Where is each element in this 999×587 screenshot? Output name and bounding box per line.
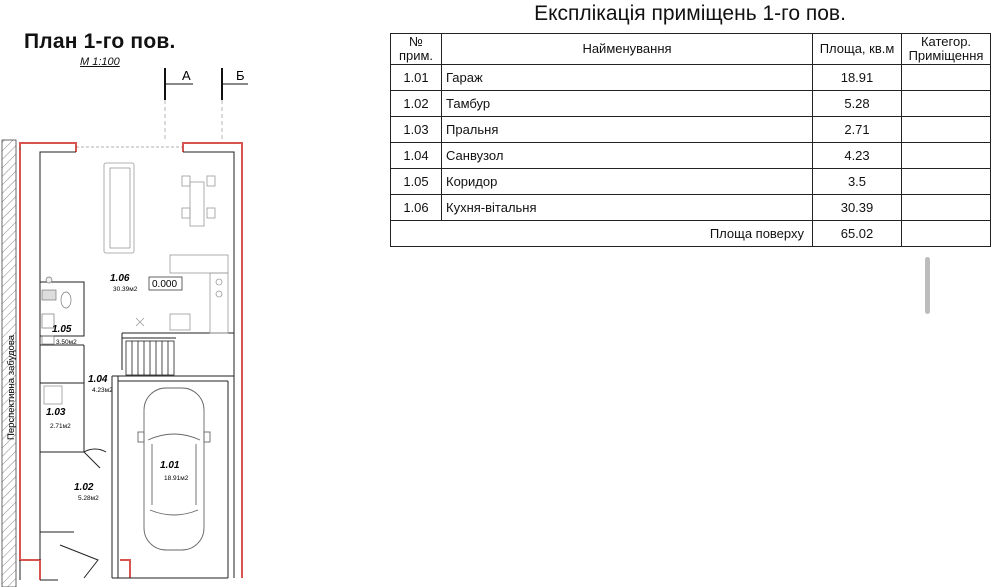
row-name: Санвузол	[442, 143, 813, 169]
room-area-1-04: 4.23м2	[92, 387, 113, 394]
table-row	[391, 91, 991, 117]
table-total-row	[391, 221, 991, 247]
sofa	[104, 163, 134, 253]
table-row	[391, 117, 991, 143]
plan-scale: М 1:100	[80, 56, 120, 68]
section-a-label: А	[182, 68, 191, 83]
row-num: 1.06	[391, 195, 442, 221]
staircase	[126, 341, 174, 375]
row-num: 1.01	[391, 65, 442, 91]
table-row	[391, 65, 991, 91]
row-category	[902, 169, 991, 195]
header-area: Площа, кв.м	[813, 34, 902, 65]
plan-title: План 1-го пов.	[24, 30, 176, 53]
row-area: 2.71	[813, 117, 902, 143]
side-label: Перспективна забудова	[6, 334, 17, 440]
table-row	[391, 143, 991, 169]
row-area: 3.5	[813, 169, 902, 195]
row-num: 1.05	[391, 169, 442, 195]
row-category	[902, 195, 991, 221]
section-b-label: Б	[236, 68, 245, 83]
row-name: Гараж	[442, 65, 813, 91]
outer-walls	[20, 143, 242, 580]
row-category	[902, 143, 991, 169]
total-category	[902, 221, 991, 247]
area-readout: 0.000	[152, 279, 178, 290]
row-area: 18.91	[813, 65, 902, 91]
explication-table	[390, 33, 991, 247]
section-marker-b	[222, 68, 248, 100]
row-name: Пральня	[442, 117, 813, 143]
scrollbar-handle[interactable]	[925, 257, 930, 314]
row-num: 1.04	[391, 143, 442, 169]
room-area-1-05: 3.50м2	[56, 339, 77, 346]
header-num: № прим.	[391, 34, 442, 65]
room-area-1-01: 18.91м2	[164, 475, 189, 482]
kitchen-counter	[136, 255, 228, 333]
washing-machine	[44, 386, 62, 404]
floor-plan-drawing	[0, 60, 260, 587]
row-category	[902, 65, 991, 91]
room-number-1-04: 1.04	[88, 374, 108, 385]
row-area: 5.28	[813, 91, 902, 117]
room-area-1-02: 5.28м2	[78, 495, 99, 502]
room-area-1-03: 2.71м2	[50, 423, 71, 430]
room-number-1-06: 1.06	[110, 273, 130, 284]
row-category	[902, 91, 991, 117]
row-name: Кухня-вітальня	[442, 195, 813, 221]
dining-table	[182, 176, 215, 226]
table-row	[391, 195, 991, 221]
total-value: 65.02	[813, 221, 902, 247]
header-name: Найменування	[442, 34, 813, 65]
table-header-row	[391, 34, 991, 65]
row-area: 30.39	[813, 195, 902, 221]
row-name: Коридор	[442, 169, 813, 195]
total-label: Площа поверху	[391, 221, 813, 247]
row-name: Тамбур	[442, 91, 813, 117]
row-num: 1.03	[391, 117, 442, 143]
section-marker-a	[165, 68, 193, 100]
row-num: 1.02	[391, 91, 442, 117]
row-area: 4.23	[813, 143, 902, 169]
room-number-1-01: 1.01	[160, 460, 180, 471]
header-category: Категор. Приміщення	[902, 34, 991, 65]
table-row	[391, 169, 991, 195]
table-title: Експлікація приміщень 1-го пов.	[534, 2, 846, 25]
room-number-1-05: 1.05	[52, 324, 72, 335]
room-area-1-06: 30.39м2	[113, 286, 138, 293]
room-number-1-03: 1.03	[46, 407, 66, 418]
row-category	[902, 117, 991, 143]
room-number-1-02: 1.02	[74, 482, 94, 493]
